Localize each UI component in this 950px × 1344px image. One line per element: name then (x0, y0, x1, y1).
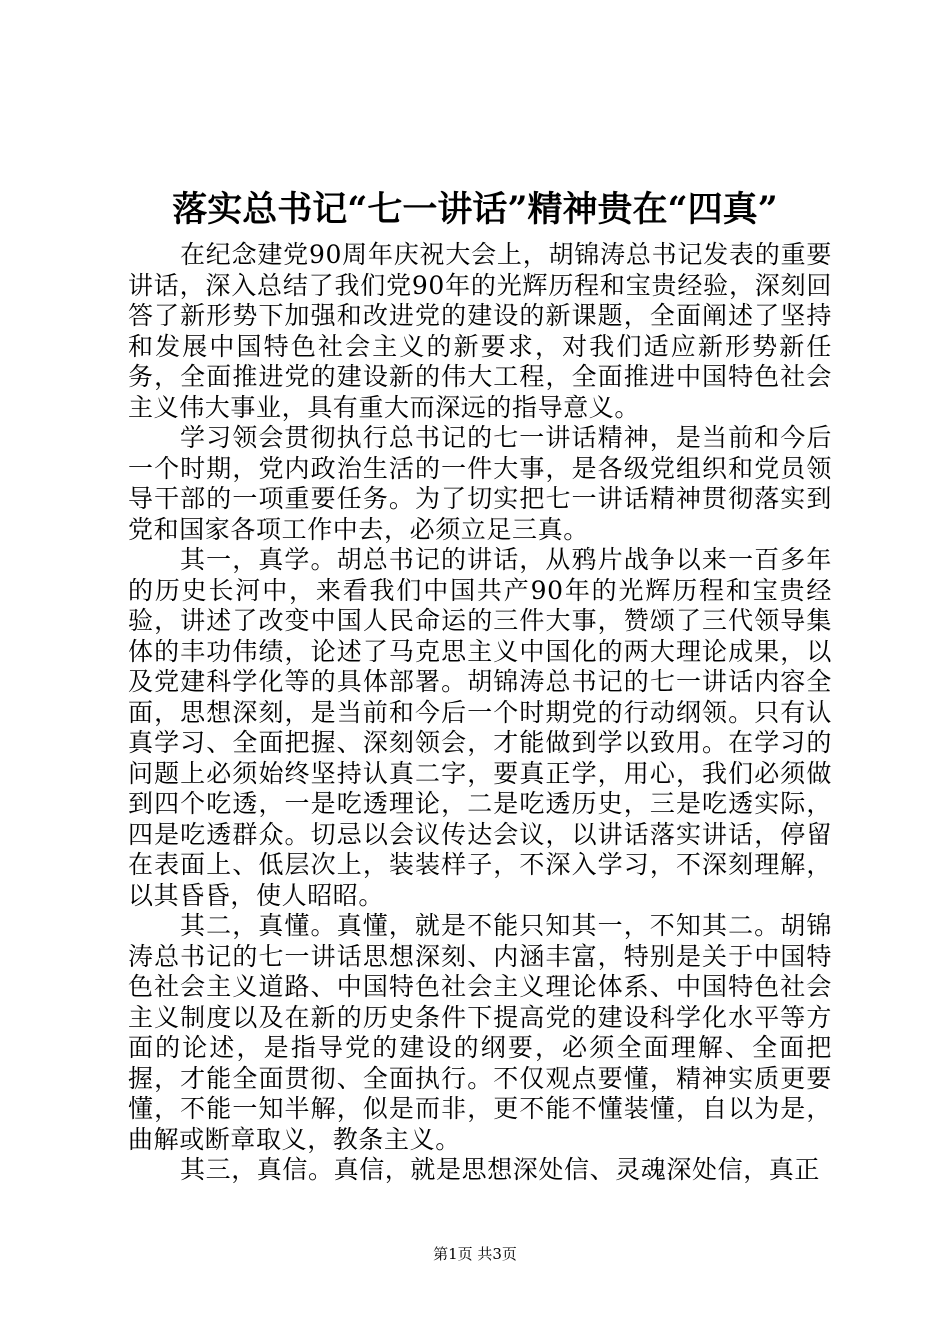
page-footer: 第1页 共3页 (433, 1245, 517, 1263)
document-title: 落实总书记“七一讲话”精神贵在“四真” (172, 189, 778, 230)
paragraph-three-truths: 学习领会贯彻执行总书记的七一讲话精神，是当前和今后一个时期，党内政治生活的一件大事，是各级党组织和党员领导干部的一项重要任务。为了切实把七一讲话精神贯彻落实到党和国家各项工作中去，必须立足三真。 (128, 423, 832, 544)
document-body (128, 240, 832, 1186)
paragraph-true-study: 其一，真学。胡总书记的讲话，从鸦片战争以来一百多年的历史长河中，来看我们中国共产90年的光辉历程和宝贵经验，讲述了改变中国人民命运的三件大事，赞颂了三代领导集体的丰功伟绩，论述了马克思主义中国化的两大理论成果，以及党建科学化等的具体部署。胡锦涛总书记的七一讲话内容全面，思想深刻，是当前和今后一个时期党的行动纲领。只有认真学习、全面把握、深刻领会，才能做到学以致用。在学习的问题上必须始终坚持认真二字，要真正学，用心，我们必须做到四个吃透，一是吃透理论，二是吃透历史，三是吃透实际，四是吃透群众。切忌以会议传达会议，以讲话落实讲话，停留在表面上、低层次上，装装样子，不深入学习，不深刻理解，以其昏昏，使人昭昭。 (128, 545, 832, 910)
paragraph-intro: 在纪念建党90周年庆祝大会上，胡锦涛总书记发表的重要讲话，深入总结了我们党90年的光辉历程和宝贵经验，深刻回答了新形势下加强和改进党的建设的新课题，全面阐述了坚持和发展中国特色社会主义的新要求，对我们适应新形势新任务，全面推进党的建设新的伟大工程，全面推进中国特色社会主义伟大事业，具有重大而深远的指导意义。 (128, 240, 832, 422)
paragraph-true-understanding: 其二，真懂。真懂，就是不能只知其一，不知其二。胡锦涛总书记的七一讲话思想深刻、内涵丰富，特别是关于中国特色社会主义道路、中国特色社会主义理论体系、中国特色社会主义制度以及在新的历史条件下提高党的建设科学化水平等方面的论述，是指导党的建设的纲要，必须全面理解、全面把握，才能全面贯彻、全面执行。不仅观点要懂，精神实质更要懂，不能一知半解，似是而非，更不能不懂装懂，自以为是，曲解或断章取义，教条主义。 (128, 911, 832, 1154)
paragraph-true-belief: 其三，真信。真信，就是思想深处信、灵魂深处信，真正 (180, 1155, 821, 1184)
